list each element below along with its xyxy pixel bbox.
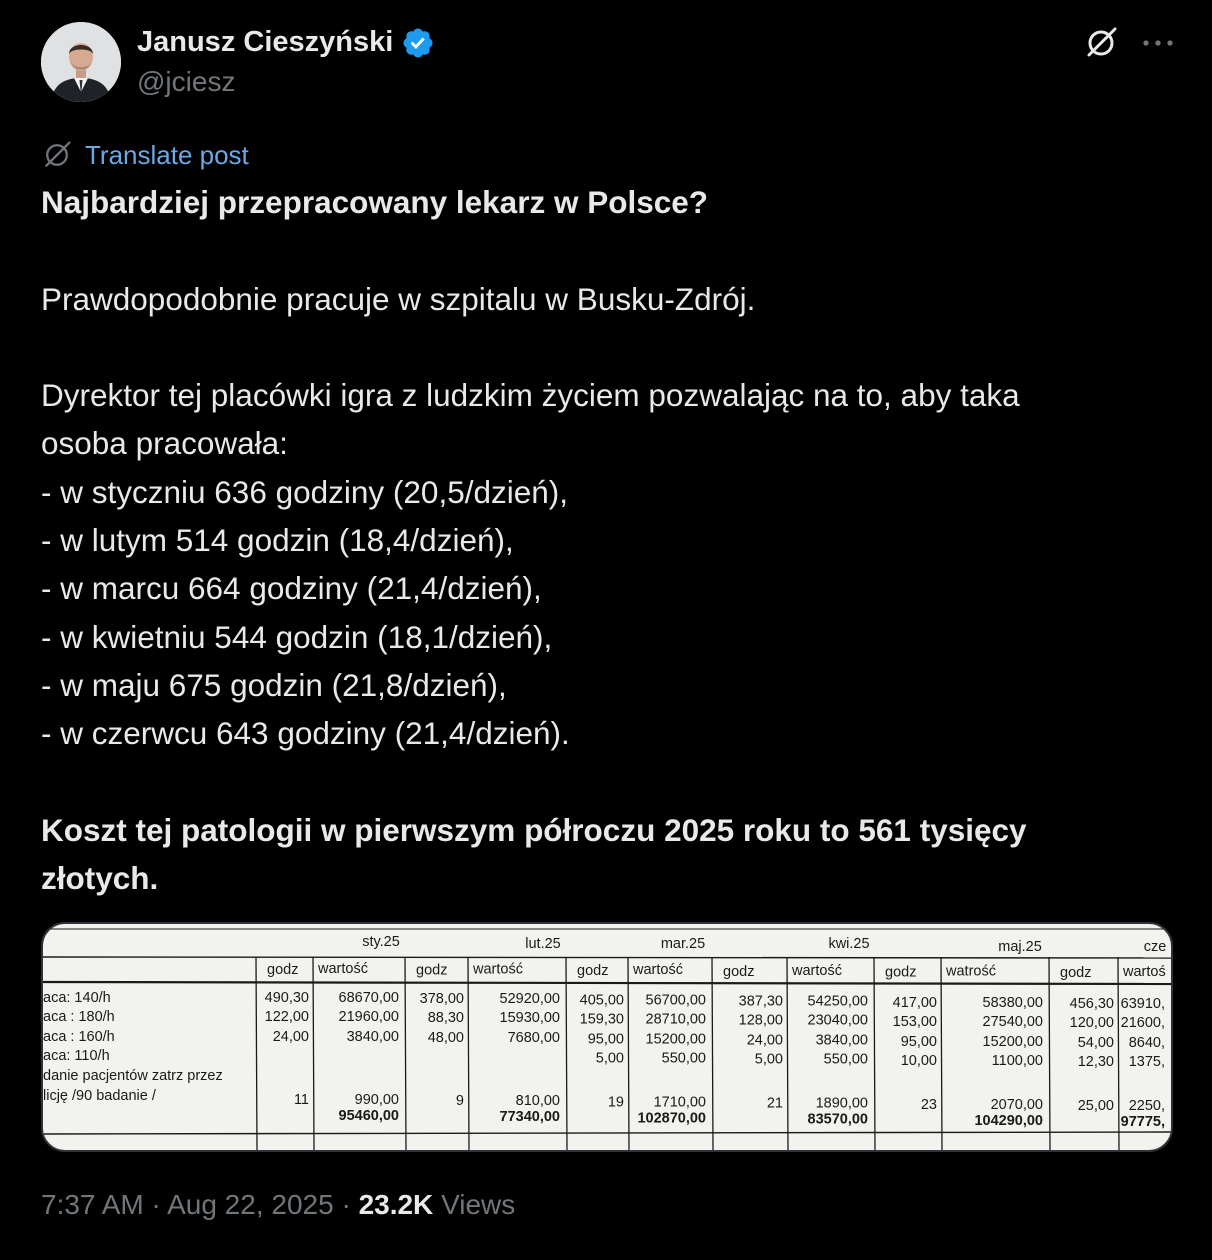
- author-display-name[interactable]: Janusz Cieszyński: [137, 26, 394, 58]
- list-item: - w lutym 514 godzin (18,4/dzień),: [41, 522, 514, 559]
- table-cell: 15200,00: [982, 1033, 1043, 1050]
- post-meta: [41, 1189, 515, 1221]
- table-cell: 27540,00: [982, 1013, 1043, 1030]
- table-cell: 25,00: [1077, 1098, 1114, 1114]
- table-column-rule: [712, 957, 713, 1150]
- views-count: 23.2K: [358, 1189, 434, 1220]
- table-cell: 28710,00: [645, 1011, 706, 1028]
- table-cell: 5,00: [754, 1051, 783, 1068]
- month-header: kwi.25: [828, 936, 870, 952]
- table-rule: [43, 957, 1171, 958]
- table-cell: 56700,00: [645, 992, 706, 1009]
- post-time[interactable]: 7:37 AM: [41, 1189, 144, 1220]
- table-cell: 15200,00: [645, 1031, 706, 1048]
- table-cell: 12,30: [1077, 1054, 1114, 1070]
- attached-document-image[interactable]: [41, 922, 1173, 1152]
- month-header: lut.25: [525, 936, 561, 952]
- table-cell: 52920,00: [499, 991, 560, 1008]
- table-column-rule: [1118, 957, 1119, 1150]
- grok-slash-icon: [41, 139, 73, 171]
- table-cell: 8640,: [1128, 1035, 1165, 1051]
- table-column-rule: [787, 957, 788, 1150]
- list-item: - w styczniu 636 godziny (20,5/dzień),: [41, 473, 569, 510]
- table-total: 104290,00: [974, 1112, 1043, 1129]
- views-label: Views: [441, 1189, 516, 1220]
- post-conclusion: złotych.: [41, 860, 159, 897]
- table-cell: 15930,00: [499, 1010, 560, 1027]
- post-date[interactable]: Aug 22, 2025: [167, 1189, 334, 1220]
- table-cell: 21600,: [1120, 1015, 1165, 1031]
- table-column-rule: [405, 957, 406, 1150]
- list-item: - w kwietniu 544 godzin (18,1/dzień),: [41, 618, 553, 655]
- table-cell: 417,00: [892, 994, 937, 1011]
- table-cell: 5,00: [595, 1050, 624, 1067]
- row-label: aca : 160/h: [43, 1029, 115, 1045]
- table-total: 95460,00: [338, 1108, 399, 1124]
- grok-button[interactable]: [1082, 24, 1120, 62]
- table-cell: 54250,00: [807, 993, 868, 1010]
- row-label: aca: 140/h: [43, 990, 111, 1006]
- month-header: mar.25: [660, 936, 706, 952]
- translate-post-label: Translate post: [85, 139, 249, 170]
- table-cell: 550,00: [661, 1050, 706, 1067]
- table-column-rule: [628, 957, 629, 1150]
- month-header: cze: [1143, 939, 1167, 955]
- table-cell: 95,00: [900, 1033, 937, 1050]
- table-cell: 550,00: [823, 1051, 868, 1068]
- table-cell: 1375,: [1128, 1054, 1165, 1070]
- table-rule: [43, 982, 1171, 984]
- table-cell: 7680,00: [507, 1030, 560, 1047]
- table-cell: 490,30: [264, 990, 309, 1006]
- author-handle[interactable]: @jciesz: [137, 66, 236, 97]
- table-cell: 456,30: [1069, 996, 1114, 1012]
- table-cell: 3840,00: [346, 1029, 399, 1045]
- list-item: - w maju 675 godzin (21,8/dzień),: [41, 666, 507, 703]
- table-cell: 11: [293, 1092, 309, 1108]
- column-header-wartosc: wartość: [318, 961, 368, 977]
- table-cell: 58380,00: [982, 994, 1043, 1011]
- table-cell: 1710,00: [653, 1094, 706, 1111]
- table-cell: 153,00: [892, 1013, 937, 1030]
- avatar-photo: [41, 22, 121, 102]
- table-cell: 54,00: [1077, 1035, 1114, 1051]
- table-cell: 24,00: [272, 1029, 309, 1045]
- verified-badge-icon[interactable]: [401, 26, 435, 60]
- table-cell: 23: [920, 1096, 937, 1113]
- grok-slash-icon: [1083, 25, 1119, 61]
- column-header-godz: godz: [1060, 965, 1092, 981]
- table-cell: 120,00: [1069, 1015, 1114, 1031]
- table-cell: 810,00: [515, 1093, 560, 1110]
- table-cell: 128,00: [738, 1012, 783, 1029]
- more-options-button[interactable]: [1138, 24, 1178, 62]
- table-cell: 405,00: [579, 992, 624, 1009]
- post-paragraph: Dyrektor tej placówki igra z ludzkim życiem pozwalając na to, aby taka: [41, 377, 1020, 414]
- table-column-rule: [256, 957, 257, 1150]
- month-header: maj.25: [998, 939, 1042, 955]
- table-cell: 159,30: [579, 1011, 624, 1028]
- column-header-wartosc: wartość: [792, 962, 842, 979]
- table-cell: 3840,00: [815, 1032, 868, 1049]
- column-header-godz: godz: [577, 963, 609, 980]
- more-icon: [1142, 38, 1174, 48]
- separator: ·: [341, 1189, 351, 1220]
- scanned-table: [43, 924, 1171, 1150]
- table-cell: 122,00: [264, 1009, 309, 1025]
- column-header-wartosc: watrość: [946, 963, 996, 980]
- table-cell: 387,30: [738, 993, 783, 1010]
- column-header-godz: godz: [416, 962, 448, 979]
- post-paragraph: Prawdopodobnie pracuje w szpitalu w Busku-Zdrój.: [41, 280, 756, 317]
- column-header-wartosc: wartoś: [1123, 964, 1166, 980]
- avatar[interactable]: [41, 22, 121, 102]
- table-cell: 63910,: [1120, 996, 1165, 1012]
- table-cell: 68670,00: [338, 990, 399, 1006]
- table-cell: 378,00: [419, 991, 464, 1008]
- table-cell: 2070,00: [990, 1096, 1043, 1113]
- table-cell: 1890,00: [815, 1095, 868, 1112]
- table-cell: 23040,00: [807, 1012, 868, 1029]
- table-column-rule: [468, 957, 469, 1150]
- table-total: 97775,: [1120, 1114, 1165, 1130]
- table-cell: 48,00: [427, 1030, 464, 1047]
- row-label: aca: 110/h: [43, 1048, 110, 1064]
- post-paragraph: osoba pracowała:: [41, 425, 288, 462]
- translate-post-link[interactable]: [41, 138, 249, 172]
- table-column-rule: [874, 957, 875, 1150]
- table-cell: 2250,: [1128, 1098, 1165, 1114]
- list-item: - w czerwcu 643 godziny (21,4/dzień).: [41, 715, 570, 752]
- table-total: 83570,00: [807, 1111, 868, 1128]
- table-total: 77340,00: [499, 1109, 560, 1126]
- table-column-rule: [313, 957, 314, 1150]
- post-headline: Najbardziej przepracowany lekarz w Polsce?: [41, 184, 709, 220]
- table-cell: 9: [455, 1093, 464, 1110]
- row-label: aca : 180/h: [43, 1009, 115, 1025]
- list-item: - w marcu 664 godziny (21,4/dzień),: [41, 570, 542, 607]
- table-cell: 95,00: [587, 1031, 624, 1048]
- post-conclusion: Koszt tej patologii w pierwszym półroczu 2025 roku to 561 tysięcy: [41, 811, 1027, 848]
- row-label: danie pacjentów zatrz przez: [43, 1068, 223, 1084]
- table-cell: 990,00: [354, 1092, 399, 1108]
- table-cell: 1100,00: [991, 1052, 1043, 1069]
- table-cell: 19: [607, 1094, 624, 1111]
- column-header-wartosc: wartość: [473, 961, 523, 978]
- table-cell: 24,00: [746, 1032, 783, 1049]
- table-cell: 21960,00: [338, 1009, 399, 1025]
- column-header-godz: godz: [723, 963, 755, 980]
- table-column-rule: [941, 957, 942, 1150]
- table-column-rule: [566, 957, 567, 1150]
- column-header-godz: godz: [885, 964, 917, 981]
- column-header-wartosc: wartość: [633, 962, 683, 979]
- table-rule: [43, 1132, 1171, 1134]
- month-header: sty.25: [362, 934, 400, 950]
- table-cell: 10,00: [900, 1052, 937, 1069]
- table-column-rule: [1049, 957, 1050, 1150]
- table-total: 102870,00: [637, 1110, 706, 1127]
- post-text: [41, 178, 1181, 902]
- table-cell: 21: [766, 1095, 783, 1112]
- column-header-godz: godz: [267, 962, 299, 978]
- table-cell: 88,30: [427, 1010, 464, 1027]
- row-label: licję /90 badanie /: [43, 1088, 156, 1104]
- separator: ·: [151, 1189, 161, 1220]
